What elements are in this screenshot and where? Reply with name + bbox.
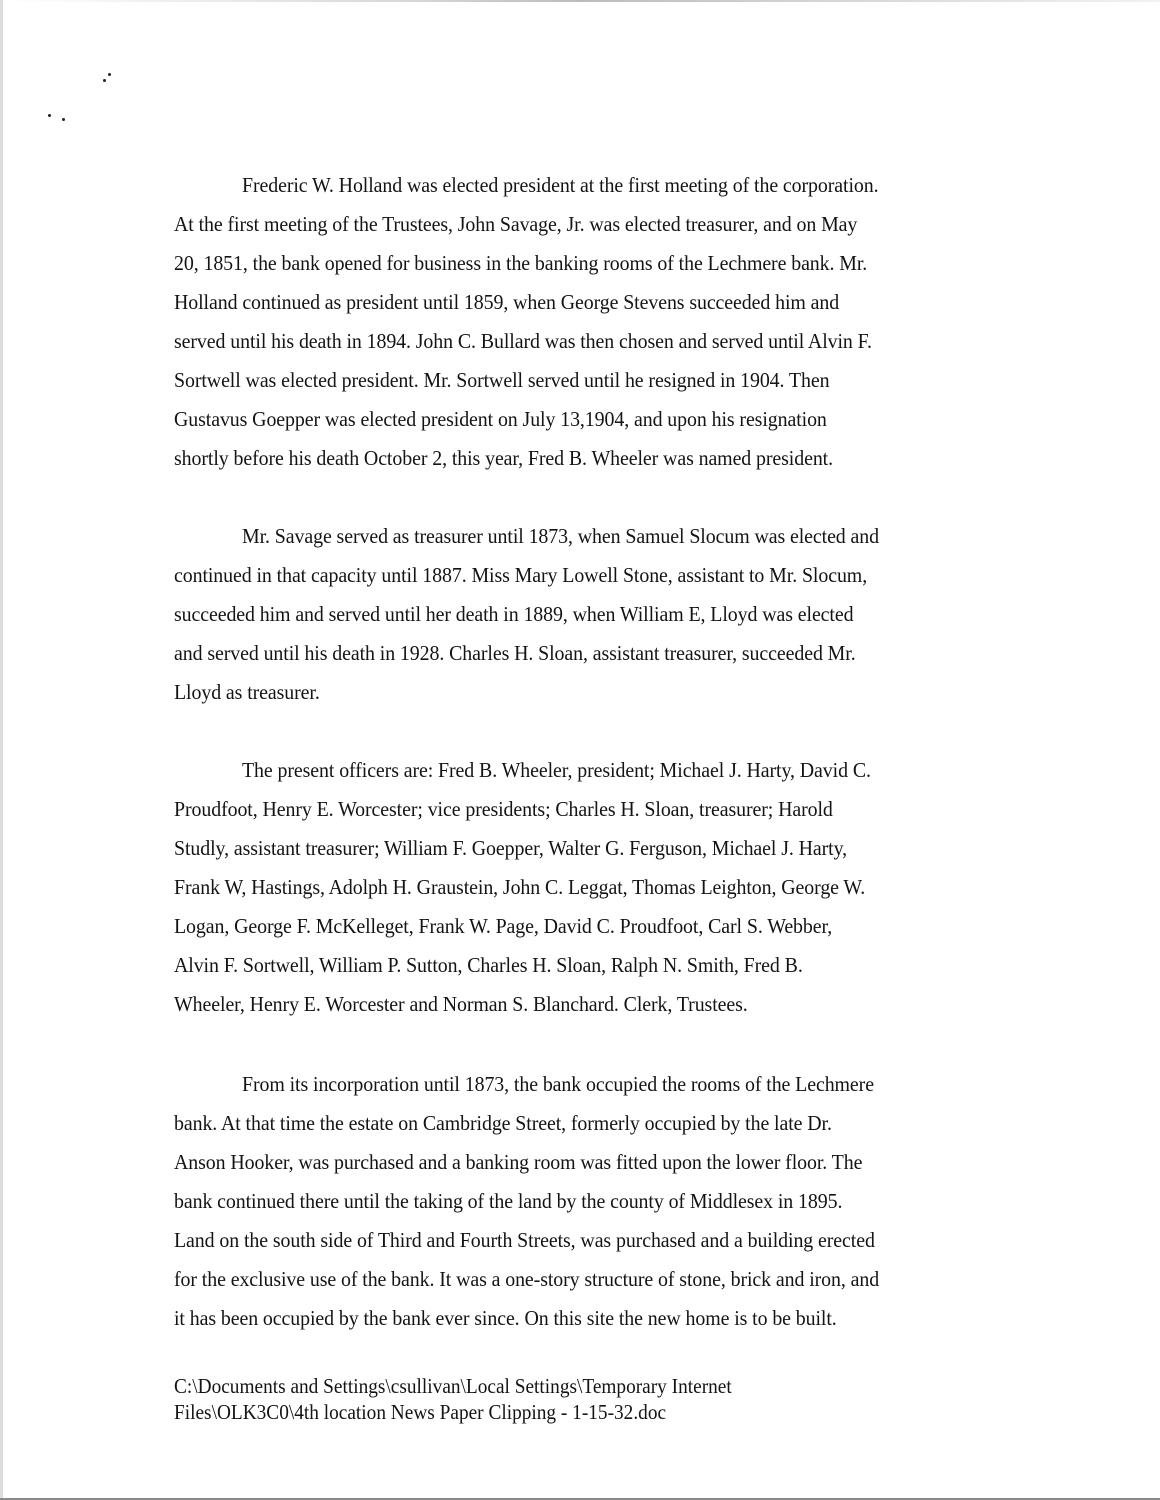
text-line: Frank W, Hastings, Adolph H. Graustein, John C. Leggat, Thomas Leighton, George W. <box>174 875 866 899</box>
text-line: Mr. Savage served as treasurer until 1873, when Samuel Slocum was elected and <box>242 524 879 548</box>
text-line: The present officers are: Fred B. Wheeler, president; Michael J. Harty, David C. <box>242 758 871 782</box>
text-line: shortly before his death October 2, this year, Fred B. Wheeler was named president. <box>174 446 834 470</box>
text-line: continued in that capacity until 1887. Miss Mary Lowell Stone, assistant to Mr. Slocum, <box>174 563 868 587</box>
text-line: 20, 1851, the bank opened for business in the banking rooms of the Lechmere bank. Mr. <box>174 251 868 275</box>
text-line: Logan, George F. McKelleget, Frank W. Page, David C. Proudfoot, Carl S. Webber, <box>174 914 833 938</box>
text-line: Sortwell was elected president. Mr. Sortwell served until he resigned in 1904. Then <box>174 368 830 392</box>
text-line: succeeded him and served until her death in 1889, when William E, Lloyd was elected <box>174 602 854 626</box>
text-line: Land on the south side of Third and Fourth Streets, was purchased and a building erected <box>174 1228 875 1252</box>
scan-top-edge <box>0 0 1160 2</box>
text-line: Alvin F. Sortwell, William P. Sutton, Charles H. Sloan, Ralph N. Smith, Fred B. <box>174 953 803 977</box>
text-line: At the first meeting of the Trustees, John Savage, Jr. was elected treasurer, and on May <box>174 212 858 236</box>
text-line: bank. At that time the estate on Cambridge Street, formerly occupied by the late Dr. <box>174 1111 832 1135</box>
text-line: Lloyd as treasurer. <box>174 680 320 704</box>
text-line: Wheeler, Henry E. Worcester and Norman S. Blanchard. Clerk, Trustees. <box>174 992 748 1016</box>
scan-speck <box>48 114 51 117</box>
text-line: From its incorporation until 1873, the bank occupied the rooms of the Lechmere <box>242 1072 874 1096</box>
text-line: for the exclusive use of the bank. It was a one-story structure of stone, brick and iron, and <box>174 1267 880 1291</box>
scan-speck <box>62 118 65 121</box>
text-line: served until his death in 1894. John C. Bullard was then chosen and served until Alvin F. <box>174 329 872 353</box>
text-line: Frederic W. Holland was elected president at the first meeting of the corporation. <box>242 173 879 197</box>
text-line: Holland continued as president until 1859, when George Stevens succeeded him and <box>174 290 840 314</box>
text-line: Proudfoot, Henry E. Worcester; vice presidents; Charles H. Sloan, treasurer; Harold <box>174 797 833 821</box>
scan-speck <box>103 79 106 82</box>
scan-speck <box>108 73 111 76</box>
file-path-line: C:\Documents and Settings\csullivan\Local Settings\Temporary Internet <box>174 1374 732 1398</box>
text-line: and served until his death in 1928. Charles H. Sloan, assistant treasurer, succeeded Mr. <box>174 641 856 665</box>
file-path-line: Files\OLK3C0\4th location News Paper Clipping - 1-15-32.doc <box>174 1400 667 1424</box>
text-line: Anson Hooker, was purchased and a banking room was fitted upon the lower floor. The <box>174 1150 863 1174</box>
text-line: bank continued there until the taking of the land by the county of Middlesex in 1895. <box>174 1189 843 1213</box>
text-line: it has been occupied by the bank ever since. On this site the new home is to be built. <box>174 1306 837 1330</box>
text-line: Gustavus Goepper was elected president on July 13,1904, and upon his resignation <box>174 407 827 431</box>
text-line: Studly, assistant treasurer; William F. Goepper, Walter G. Ferguson, Michael J. Harty, <box>174 836 848 860</box>
scan-left-edge <box>0 0 3 1500</box>
